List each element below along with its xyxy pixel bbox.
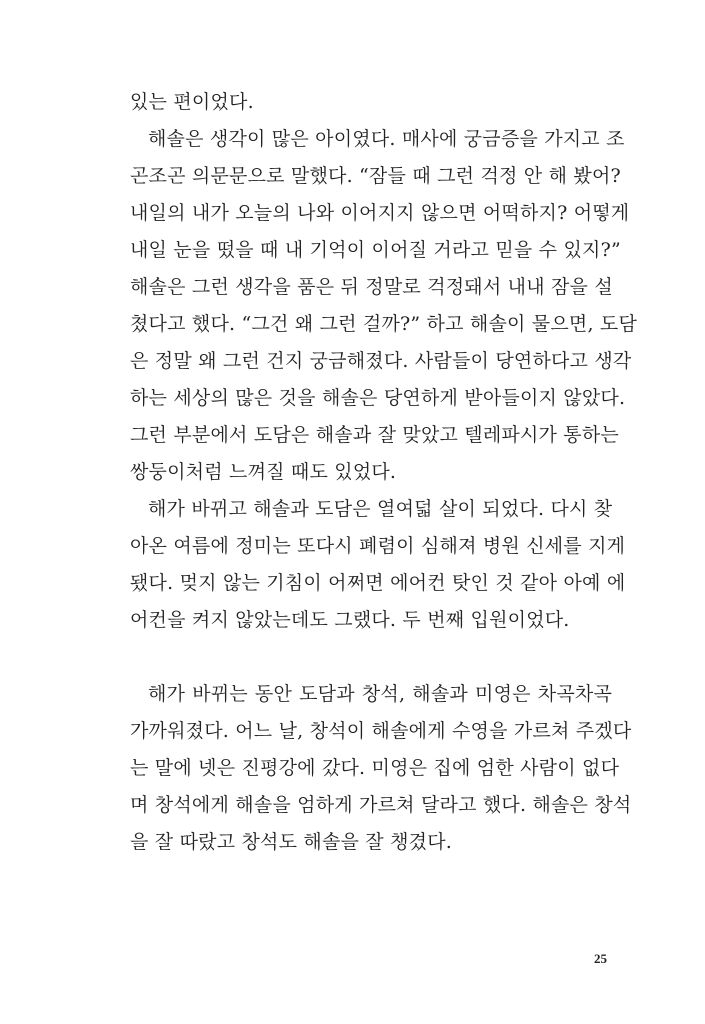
paragraph: [130, 491, 626, 639]
text-line: 있는 편이었다.: [130, 91, 254, 113]
text-line: 해솔은 생각이 많은 아이였다. 매사에 궁금증을 가지고 조: [148, 128, 625, 150]
text-line: 해솔은 그런 생각을 품은 뒤 정말로 걱정돼서 내내 잠을 설: [130, 276, 613, 298]
text-line: 며 창석에게 해솔을 엄하게 가르쳐 달라고 했다. 해솔은 창석: [130, 794, 632, 816]
body-text: [130, 84, 638, 861]
text-line: 쳤다고 했다. “그건 왜 그런 걸까?” 하고 해솔이 물으면, 도담: [130, 313, 638, 335]
paragraph: [130, 676, 632, 861]
text-line: 해가 바뀌는 동안 도담과 창석, 해솔과 미영은 차곡차곡: [148, 683, 612, 705]
text-line: 아온 여름에 정미는 또다시 폐렴이 심해져 병원 신세를 지게: [130, 535, 626, 557]
text-line: 그런 부분에서 도담은 해솔과 잘 맞았고 텔레파시가 통하는: [130, 424, 619, 446]
text-line: 은 정말 왜 그런 건지 궁금해졌다. 사람들이 당연하다고 생각: [130, 350, 632, 372]
text-line: 곤조곤 의문문으로 말했다. “잠들 때 그런 걱정 안 해 봤어?: [130, 165, 621, 187]
page-number: 25: [594, 951, 607, 966]
text-line: 는 말에 넷은 진평강에 갔다. 미영은 집에 엄한 사람이 없다: [130, 757, 620, 779]
text-line: 을 잘 따랐고 창석도 해솔을 잘 챙겼다.: [130, 831, 452, 853]
text-line: 하는 세상의 많은 것을 해솔은 당연하게 받아들이지 않았다.: [130, 387, 626, 409]
text-line: 해가 바뀌고 해솔과 도담은 열여덟 살이 되었다. 다시 찾: [148, 498, 613, 520]
paragraph: [130, 84, 612, 121]
text-line: 내일의 내가 오늘의 나와 이어지지 않으면 어떡하지? 어떻게: [130, 202, 630, 224]
paragraph: [130, 121, 638, 491]
text-line: 가까워졌다. 어느 날, 창석이 해솔에게 수영을 가르쳐 주겠다: [130, 720, 632, 742]
section-break: [130, 639, 612, 676]
text-line: 어컨을 켜지 않았는데도 그랬다. 두 번째 입원이었다.: [130, 609, 570, 631]
text-line: 쌍둥이처럼 느껴질 때도 있었다.: [130, 461, 397, 483]
text-line: 내일 눈을 떴을 때 내 기억이 이어질 거라고 믿을 수 있지?”: [130, 239, 621, 261]
text-line: 됐다. 멎지 않는 기침이 어쩌면 에어컨 탓인 것 같아 아예 에: [130, 572, 626, 594]
